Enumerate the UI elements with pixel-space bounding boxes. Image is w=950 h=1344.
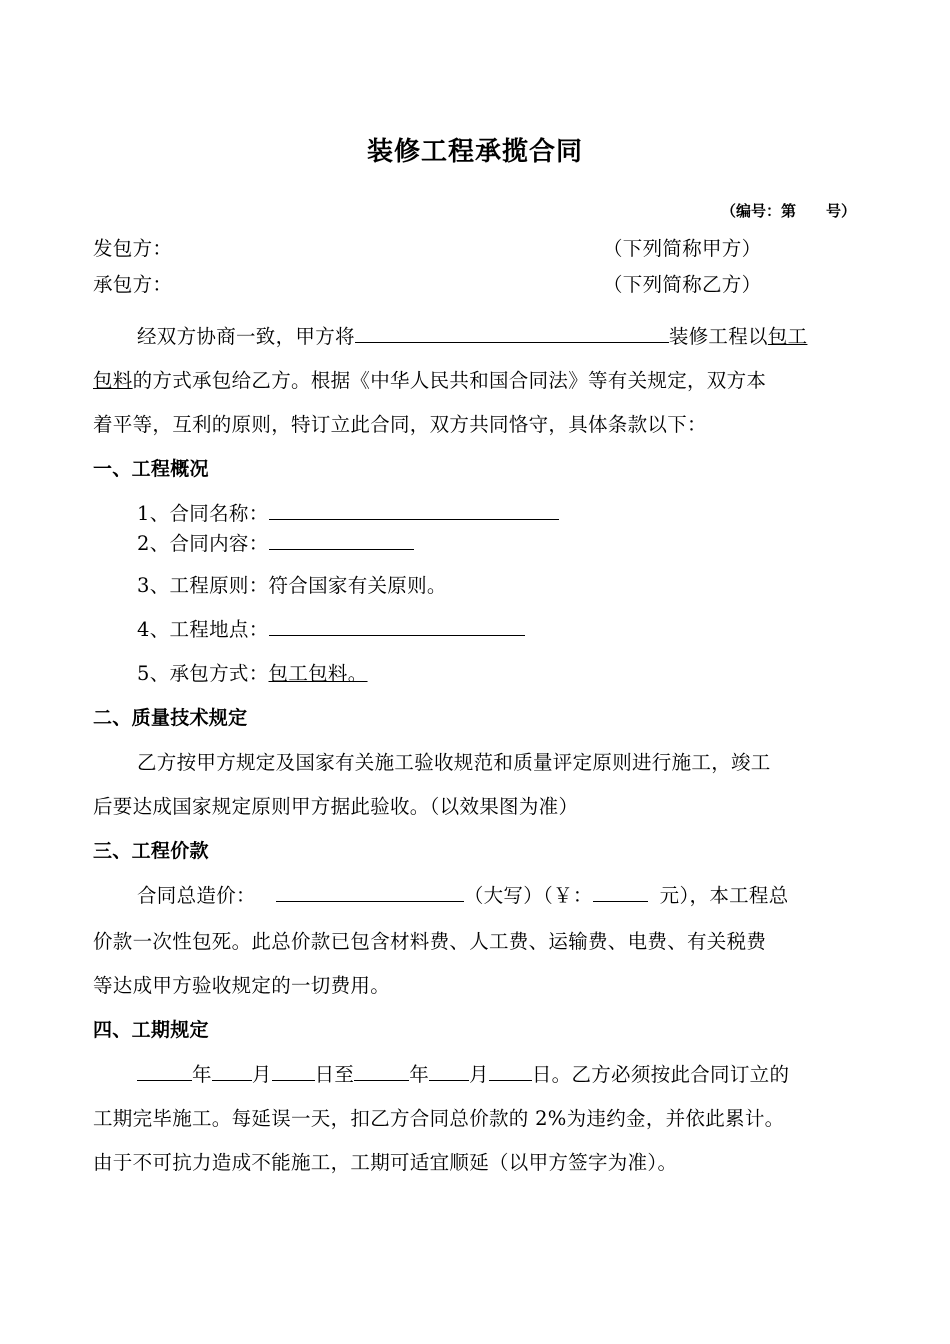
schedule-line-2: 工期完毕施工。每延误一天，扣乙方合同总价款的 2%为违约金，并依此累计。 bbox=[93, 1107, 785, 1130]
party-b-label: 承包方： bbox=[93, 273, 173, 296]
section-heading-3: 三、工程价款 bbox=[93, 840, 209, 862]
contract-number: （编号：第 号） bbox=[720, 202, 856, 220]
intro-contract-mode-b: 包料 bbox=[93, 369, 133, 392]
schedule-line-1 bbox=[137, 1059, 789, 1087]
item-contract-content-label: 2、合同内容： bbox=[137, 532, 269, 555]
intro-line-1 bbox=[137, 321, 807, 349]
item-contract-content bbox=[137, 528, 414, 556]
party-a-note: （下列简称甲方） bbox=[603, 237, 762, 260]
intro-text-c: 的方式承包给乙方。根据《中华人民共和国合同法》等有关规定，双方本 bbox=[132, 369, 767, 392]
contract-name-blank bbox=[269, 501, 559, 520]
section-heading-4: 四、工期规定 bbox=[93, 1019, 209, 1041]
schedule-line-3: 由于不可抗力造成不能施工，工期可适宜顺延（以甲方签字为准）。 bbox=[93, 1151, 678, 1174]
end-year-label: 年 bbox=[409, 1063, 430, 1086]
item-contract-name-label: 1、合同名称： bbox=[137, 502, 269, 525]
price-line-3: 等达成甲方验收规定的一切费用。 bbox=[93, 974, 391, 997]
quality-line-2: 后要达成国家规定原则甲方据此验收。（以效果图为准） bbox=[93, 795, 579, 818]
intro-contract-mode-a: 包工 bbox=[767, 325, 808, 348]
price-total-label: 合同总造价： bbox=[137, 884, 256, 907]
item-contract-mode-value: 包工包料。 bbox=[268, 662, 368, 685]
party-b-note: （下列简称乙方） bbox=[603, 273, 762, 296]
start-day-blank bbox=[272, 1062, 315, 1081]
intro-text-a: 经双方协商一致，甲方将 bbox=[137, 325, 355, 348]
contract-content-blank bbox=[269, 531, 414, 550]
start-year-blank bbox=[137, 1062, 192, 1081]
end-day-blank bbox=[489, 1062, 532, 1081]
price-uppercase-blank bbox=[276, 883, 464, 902]
project-name-blank bbox=[355, 324, 669, 343]
item-contract-mode-label: 5、承包方式： bbox=[137, 662, 269, 685]
price-uppercase-text: （大写）（￥： bbox=[463, 884, 593, 907]
start-month-label: 月 bbox=[251, 1063, 272, 1086]
party-a-label: 发包方： bbox=[93, 237, 173, 260]
intro-line-2 bbox=[93, 365, 766, 393]
start-day-to-label: 日至 bbox=[314, 1063, 355, 1086]
intro-line-3: 着平等，互利的原则，特订立此合同，双方共同恪守，具体条款以下： bbox=[93, 413, 707, 436]
item-standard: 3、工程原则：符合国家有关原则。 bbox=[137, 574, 447, 597]
item-contract-name bbox=[137, 498, 559, 526]
end-year-blank bbox=[354, 1062, 409, 1081]
location-blank bbox=[269, 617, 525, 636]
end-month-label: 月 bbox=[469, 1063, 489, 1086]
quality-line-1: 乙方按甲方规定及国家有关施工验收规范和质量评定原则进行施工，竣工 bbox=[137, 751, 771, 774]
schedule-line-1-end: 日。乙方必须按此合同订立的 bbox=[531, 1063, 790, 1086]
section-heading-1: 一、工程概况 bbox=[93, 458, 209, 480]
item-location-label: 4、工程地点： bbox=[137, 618, 269, 641]
start-year-label: 年 bbox=[192, 1063, 212, 1086]
section-heading-2: 二、质量技术规定 bbox=[93, 707, 248, 729]
price-line-2: 价款一次性包死。此总价款已包含材料费、人工费、运输费、电费、有关税费 bbox=[93, 930, 767, 953]
intro-text-b: 装修工程以 bbox=[668, 325, 768, 348]
start-month-blank bbox=[212, 1062, 252, 1081]
price-line-1 bbox=[137, 880, 789, 908]
item-location bbox=[137, 614, 525, 642]
document-title: 装修工程承揽合同 bbox=[366, 137, 583, 167]
price-yuan-text: 元），本工程总 bbox=[659, 884, 789, 907]
end-month-blank bbox=[429, 1062, 469, 1081]
price-amount-blank bbox=[593, 883, 648, 902]
item-contract-mode bbox=[137, 658, 368, 686]
